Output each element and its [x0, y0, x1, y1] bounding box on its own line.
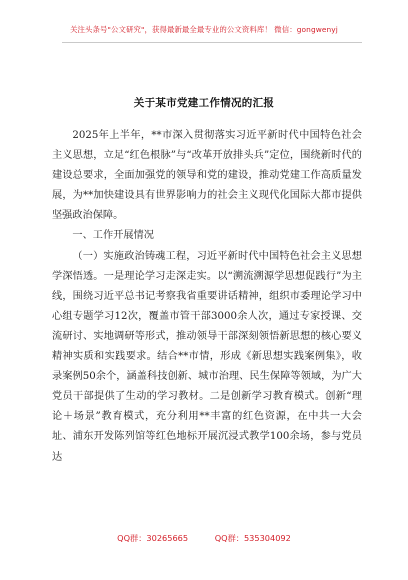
paragraph-section-1: （一）实施政治铸魂工程，习近平新时代中国特色社会主义思想学深悟透。一是理论学习走深走实。以“溯流溯源学思想促践行”为主线，围绕习近平总书记考察我省重要讲话精神，组织市委理论学习中心组专题学习12次，覆盖市管干部3000余人次，通过专家授课、交流研讨、实地调研等形式，推动领导干部深刻领悟新思想的核心要义精神实质和实践要求。结合**市情，形成《新思想实践案例集》，收录案例50余个，涵盖科技创新、城市治理、民生保障等领域，为广大党员干部提供了生动的学习教材。二是创新学习教育模式。创新“理论＋场景”教育模式，充分利用**丰富的红色资源，在中共一大会址、浦东开发陈列馆等红色地标开展沉浸式教学100余场，参与党员达: [52, 250, 362, 463]
document-title: 关于某市党建工作情况的汇报: [133, 97, 275, 109]
header-divider: [62, 42, 362, 43]
section-heading: 一、工作开展情况: [72, 230, 154, 242]
paragraph-intro: 2025年上半年，**市深入贯彻落实习近平新时代中国特色社会主义思想，立足“红色根脉”与“改革开放排头兵”定位，围绕新时代的建设总要求，全面加强党的领导和党的建设，推动党建工作高质量发展，为**加快建设具有世界影响力的社会主义现代化国际大都市提供坚强政治保障。: [52, 130, 362, 222]
header-note: 关注头条号"公文研究"，获得最新最全最专业的公文资料库！ 微信：gongwenyj: [70, 25, 338, 34]
footer-qq-1: QQ群：30265665: [117, 533, 189, 543]
footer-qq-groups: [0, 533, 408, 544]
footer-qq-2: QQ群：535304092: [214, 533, 291, 543]
document-body: [52, 126, 362, 468]
